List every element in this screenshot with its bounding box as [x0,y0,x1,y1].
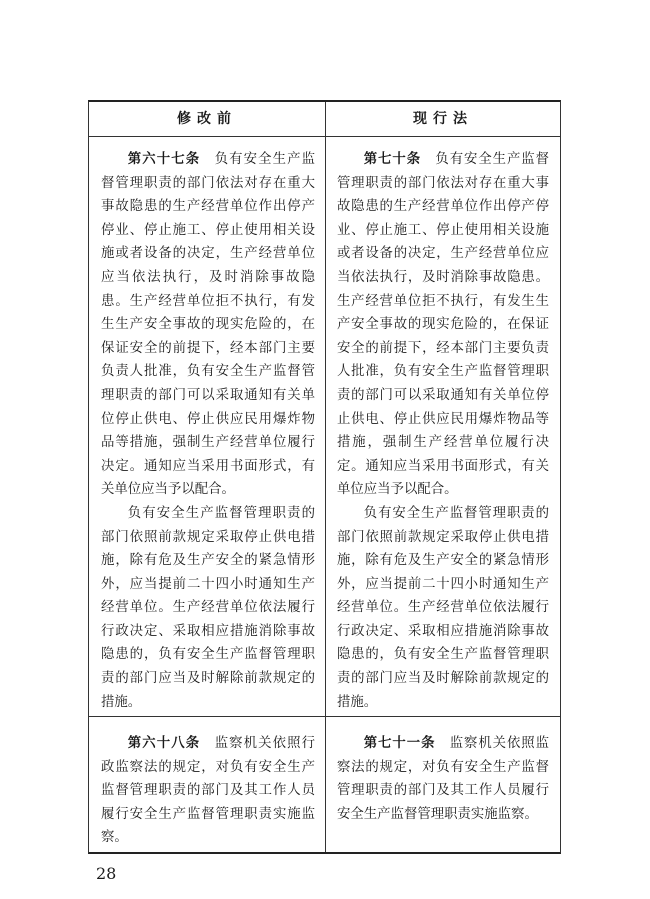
article-68-old [101,732,315,850]
paragraph [337,732,549,826]
article-number: 第六十八条 [127,736,201,751]
row-divider [89,716,560,717]
paragraph-text: 监察机关依照行政监察法的规定，对负有安全生产监督管理职责的部门及其工作人员履行安全生产监督管理职责实施监察。 [101,736,315,846]
paragraph-text: 负有安全生产监督管理职责的部门依法对存在重大事故隐患的生产经营单位作出停产停业、停止施工、停止使用相关设施或者设备的决定，生产经营单位应当依法执行，及时消除事故隐患。生产经营单位拒不执行，有发生生产安全事故的现实危险的，在保证安全的前提下，经本部门主要负责人批准，负有安全生产监督管理职责的部门可以采取通知有关单位停止供电、停止供应民用爆炸物品等措施，强制生产经营单位履行决定。通知应当采用书面形式，有关单位应当予以配合。 [101,152,315,498]
paragraph-text: 负有安全生产监督管理职责的部门依照前款规定采取停止供电措施，除有危及生产安全的紧急情形外，应当提前二十四小时通知生产经营单位。生产经营单位依法履行行政决定、采取相应措施消除事故隐患的，负有安全生产监督管理职责的部门应当及时解除前款规定的措施。 [337,505,549,710]
table-header [89,102,560,137]
article-number: 第七十条 [363,152,422,167]
column-divider [325,102,326,852]
article-71-current [337,732,549,826]
article-number: 第七十一条 [363,736,436,751]
paragraph [101,148,315,502]
article-67-old [101,148,315,714]
comparison-table [88,100,561,854]
page-number: 28 [96,864,117,883]
paragraph-text: 负有安全生产监督管理职责的部门依照前款规定采取停止供电措施，除有危及生产安全的紧急情形外，应当提前二十四小时通知生产经营单位。生产经营单位依法履行行政决定、采取相应措施消除事故隐患的，负有安全生产监督管理职责的部门应当及时解除前款规定的措施。 [101,505,315,710]
article-70-current [337,148,549,714]
header-before-revision: 修改前 [177,111,237,127]
paragraph [101,732,315,850]
article-number: 第六十七条 [127,152,201,167]
paragraph [337,148,549,502]
paragraph-text: 负有安全生产监督管理职责的部门依法对存在重大事故隐患的生产经营单位作出停产停业、停止施工、停止使用相关设施或者设备的决定，生产经营单位应当依法执行，及时消除事故隐患。生产经营单位拒不执行，有发生生产安全事故的现实危险的，在保证安全的前提下，经本部门主要负责人批准，负有安全生产监督管理职责的部门可以采取通知有关单位停止供电、停止供应民用爆炸物品等措施，强制生产经营单位履行决定。通知应当采用书面形式，有关单位应当予以配合。 [337,152,550,498]
header-current-law: 现行法 [413,111,473,127]
paragraph-text: 监察机关依照监察法的规定，对负有安全生产监督管理职责的部门及其工作人员履行安全生产监督管理职责实施监察。 [337,736,550,822]
